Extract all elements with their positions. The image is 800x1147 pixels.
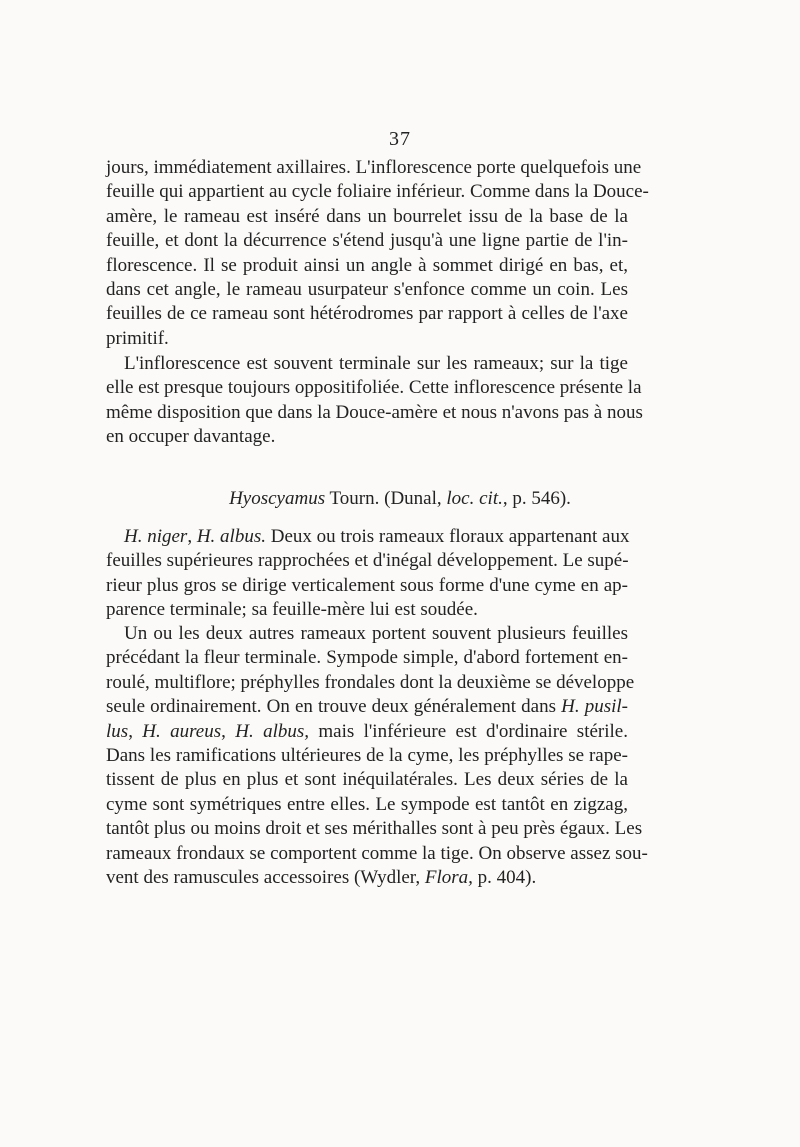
text-line: Dans les ramifications ultérieures de la cyme, les préphylles se rape- [106, 745, 628, 767]
species-name: H. niger [124, 526, 188, 547]
heading-author: Tourn. (Dunal, [325, 488, 447, 509]
text-line: feuille, et dont la décurrence s'étend jusqu'à une ligne partie de l'in- [106, 230, 628, 252]
text-fragment: mais l'inférieure est d'ordinaire stérile. [309, 720, 628, 742]
text-line: feuilles supérieures rapprochées et d'inégal développement. Le supé- [106, 550, 629, 572]
species-name: H. aureus [142, 720, 222, 742]
text-line [106, 525, 628, 549]
species-name: H. albus. [196, 526, 266, 547]
heading-reference: loc. cit. [446, 488, 503, 509]
heading-page: , p. 546). [502, 488, 571, 509]
text-line: dans cet angle, le rameau usurpateur s'enfonce comme un coin. Les [106, 279, 628, 301]
separator: , [187, 526, 197, 547]
journal-name: Flora, [424, 867, 473, 889]
text-line: roulé, multiflore; préphylles frondales dont la deuxième se développe [106, 671, 635, 693]
separator: , [221, 720, 236, 742]
text-line: tissent de plus en plus et sont inéquilatérales. Les deux séries de la [106, 769, 628, 791]
text-line: parence terminale; sa feuille-mère lui est soudée. [106, 599, 478, 621]
text-line: amère, le rameau est inséré dans un bourrelet issu de la base de la [106, 205, 628, 227]
text-line [106, 720, 628, 744]
text-fragment: p. 404). [472, 867, 537, 889]
text-line: jours, immédiatement axillaires. L'inflorescence porte quelquefois une [106, 157, 642, 178]
text-line: feuille qui appartient au cycle foliaire inférieur. Comme dans la Douce- [106, 181, 649, 203]
paragraph-1 [106, 156, 649, 351]
text-line: précédant la fleur terminale. Sympode simple, d'abord fortement en- [106, 647, 628, 669]
text-line: rameaux frondaux se comportent comme la tige. On observe assez sou- [106, 842, 648, 864]
text-line: rieur plus gros se dirige verticalement sous forme d'une cyme en ap- [106, 574, 628, 596]
species-name: lus [106, 720, 129, 742]
paragraph-4 [106, 622, 648, 890]
text-fragment: Deux ou trois rameaux floraux appartenant aux [265, 526, 630, 547]
species-name: H. pusil- [561, 696, 629, 718]
text-line: tantôt plus ou moins droit et ses mérithalles sont à peu près égaux. Les [106, 818, 643, 840]
text-line: même disposition que dans la Douce-amère et nous n'avons pas à nous [106, 401, 643, 423]
separator: , [128, 720, 143, 742]
text-fragment: seule ordinairement. On en trouve deux généralement dans [106, 696, 562, 718]
page-number: 37 [389, 128, 411, 150]
text-line: feuilles de ce rameau sont hétérodromes par rapport à celles de l'axe [106, 303, 628, 325]
species-name: H. albus, [235, 720, 309, 742]
text-line [106, 695, 628, 719]
text-line: florescence. Il se produit ainsi un angle à sommet dirigé en bas, et, [106, 254, 628, 276]
text-line: Un ou les deux autres rameaux portent souvent plusieurs feuilles [124, 623, 628, 644]
text-line: cyme sont symétriques entre elles. Le sympode est tantôt en zigzag, [106, 793, 628, 815]
text-fragment: vent des ramuscules accessoires (Wydler, [106, 867, 425, 889]
text-line [106, 866, 628, 890]
paragraph-3 [106, 525, 628, 623]
text-line: L'inflorescence est souvent terminale sur les rameaux; sur la tige [124, 353, 628, 374]
genus-name: Hyoscyamus [229, 488, 326, 509]
paragraph-2 [106, 352, 643, 450]
section-heading [0, 488, 800, 510]
text-line: elle est presque toujours oppositifoliée. Cette inflorescence présente la [106, 377, 642, 399]
text-line: en occuper davantage. [106, 426, 276, 448]
text-line: primitif. [106, 327, 169, 349]
